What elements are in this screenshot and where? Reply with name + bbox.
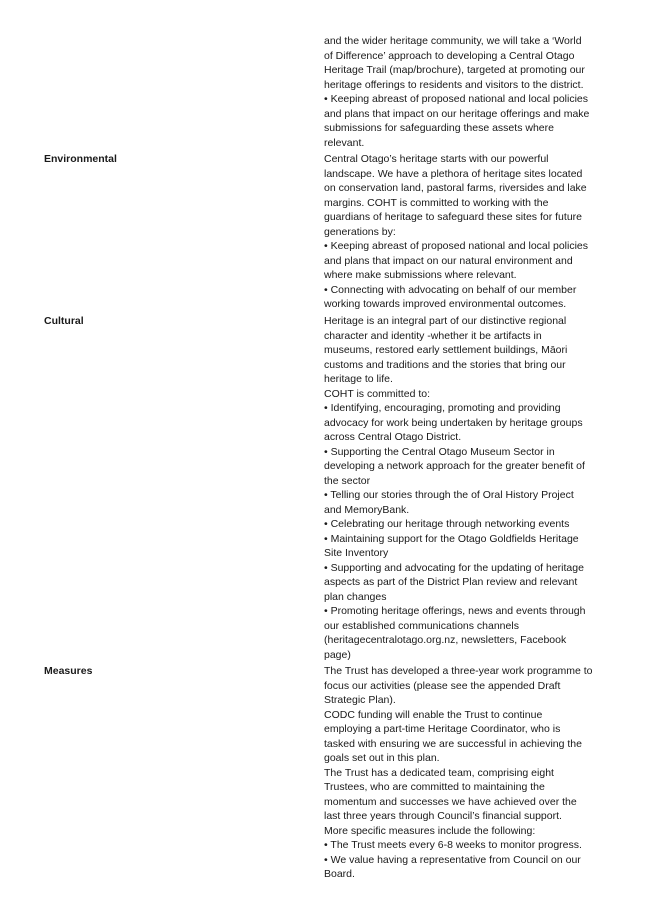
text-line: • Connecting with advocating on behalf of our member (324, 283, 577, 296)
section-text (324, 314, 606, 662)
text-line: advocacy for work being undertaken by heritage groups (324, 416, 583, 429)
text-line: working towards improved environmental outcomes. (324, 298, 567, 310)
section-heading: Cultural (44, 315, 84, 327)
text-line: COHT is committed to: (324, 387, 430, 400)
text-line: guardians of heritage to safeguard these sites for future (324, 211, 582, 223)
text-line: • Keeping abreast of proposed national and local policies (324, 240, 589, 252)
text-line: of Difference’ approach to developing a Central Otago (324, 49, 575, 62)
text-line: goals set out in this plan. (324, 752, 440, 764)
text-line: Site Inventory (324, 547, 389, 559)
text-line: across Central Otago District. (324, 431, 462, 443)
text-line: employing a part-time Heritage Coordinator, who is (324, 723, 561, 735)
text-line: momentum and successes we have achieved over the (324, 795, 577, 808)
text-line: plan changes (324, 590, 387, 603)
text-line: (heritagecentralotago.org.nz, newsletters, Facebook (324, 634, 567, 646)
text-line: The Trust has a dedicated team, comprising eight (324, 766, 554, 779)
text-line: and plans that impact on our natural environment and (324, 254, 573, 267)
section-text (324, 152, 606, 312)
text-line: submissions for safeguarding these assets where (324, 122, 554, 134)
text-line: CODC funding will enable the Trust to continue (324, 708, 543, 721)
text-line: • Identifying, encouraging, promoting and providing (324, 402, 561, 414)
text-line: customs and traditions and the stories that bring our (324, 358, 566, 371)
text-line: • The Trust meets every 6-8 weeks to monitor progress. (324, 839, 582, 851)
text-line: Heritage is an integral part of our distinctive regional (324, 315, 567, 327)
text-line: where make submissions where relevant. (324, 269, 517, 281)
text-line: • Supporting the Central Otago Museum Sector in (324, 445, 555, 458)
text-line: character and identity -whether it be artifacts in (324, 329, 542, 342)
text-line: focus our activities (please see the appended Draft (324, 679, 561, 692)
text-line: Central Otago’s heritage starts with our powerful (324, 153, 549, 165)
text-line: More specific measures include the following: (324, 824, 536, 837)
section-heading: Measures (44, 665, 93, 677)
text-line: • Telling our stories through the of Oral History Project (324, 489, 574, 501)
text-line: and plans that impact on our heritage offerings and make (324, 107, 590, 120)
text-line: • Keeping abreast of proposed national and local policies (324, 93, 589, 105)
text-line: our established communications channels (324, 619, 519, 632)
section-text (324, 34, 606, 150)
text-line: Trustees, who are committed to maintaining the (324, 781, 545, 793)
text-line: and MemoryBank. (324, 503, 410, 516)
text-line: • We value having a representative from Council on our (324, 853, 581, 866)
text-line: museums, restored early settlement buildings, Māori (324, 344, 568, 356)
text-line: on conservation land, pastoral farms, riversides and lake (324, 182, 587, 194)
text-line: page) (324, 648, 351, 661)
text-line: heritage to life. (324, 373, 393, 385)
text-line: • Promoting heritage offerings, news and events through (324, 605, 586, 617)
text-line: landscape. We have a plethora of heritage sites located (324, 167, 583, 180)
text-line: • Celebrating our heritage through networking events (324, 518, 570, 530)
text-line: • Supporting and advocating for the updating of heritage (324, 561, 584, 574)
section-text (324, 664, 606, 882)
text-line: aspects as part of the District Plan review and relevant (324, 576, 578, 588)
text-line: Board. (324, 868, 355, 880)
text-line: The Trust has developed a three-year work programme to (324, 665, 593, 677)
text-line: generations by: (324, 225, 396, 238)
text-line: developing a network approach for the greater benefit of (324, 460, 585, 472)
text-line: and the wider heritage community, we will take a ‘World (324, 35, 582, 47)
text-line: relevant. (324, 136, 365, 149)
text-line: heritage offerings to residents and visitors to the district. (324, 78, 584, 91)
text-line: Heritage Trail (map/brochure), targeted at promoting our (324, 64, 585, 76)
text-line: tasked with ensuring we are successful in achieving the (324, 737, 582, 750)
section-heading: Environmental (44, 153, 117, 165)
text-line: Strategic Plan). (324, 694, 396, 706)
text-line: margins. COHT is committed to working with the (324, 196, 549, 209)
text-line: • Maintaining support for the Otago Goldfields Heritage (324, 532, 579, 545)
text-line: last three years through Council’s financial support. (324, 810, 562, 822)
text-line: the sector (324, 474, 371, 487)
